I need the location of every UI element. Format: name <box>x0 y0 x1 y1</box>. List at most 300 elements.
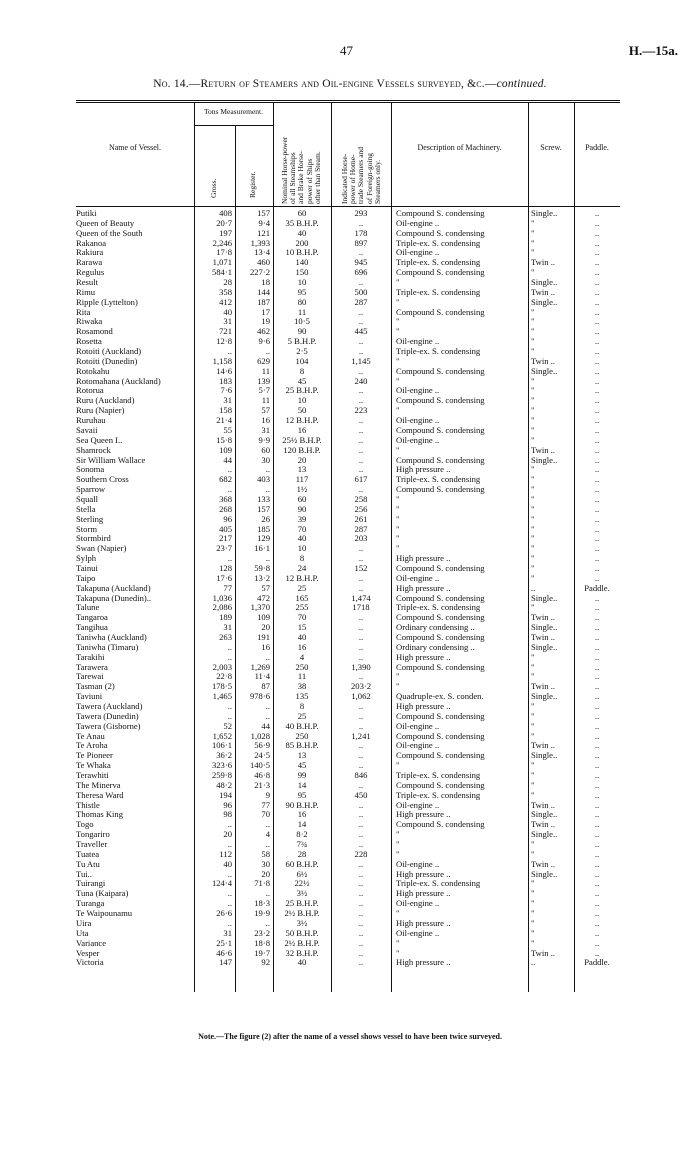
table-row <box>76 732 620 741</box>
register-tons: .. <box>265 711 270 721</box>
screw-type: " <box>531 376 535 386</box>
table-row <box>76 258 620 267</box>
paddle-type: .. <box>594 613 600 623</box>
vessel-name: Vesper <box>76 948 100 958</box>
machinery-description: Oil-engine .. <box>396 800 440 810</box>
nominal-hp: 7¾ <box>296 840 308 850</box>
paddle-type: .. <box>594 475 600 485</box>
paddle-type: Paddle. <box>584 958 610 968</box>
machinery-description: " <box>396 672 400 682</box>
register-tons: 227·2 <box>249 268 270 278</box>
screw-type: Single.. <box>531 455 558 465</box>
indicated-hp: .. <box>358 652 364 662</box>
machinery-description: High pressure .. <box>396 465 451 475</box>
indicated-hp: .. <box>358 702 364 711</box>
nominal-hp: 11 <box>297 672 307 682</box>
nominal-hp: 22½ <box>294 879 310 889</box>
table-row <box>76 613 620 622</box>
indicated-hp: .. <box>358 366 364 376</box>
nominal-hp: 90 <box>297 504 307 514</box>
gross-tons: 77 <box>223 583 232 593</box>
indicated-hp: 846 <box>354 771 368 781</box>
register-tons: 157 <box>257 209 270 218</box>
screw-type: " <box>531 337 535 347</box>
machinery-description: Compound S. condensing <box>396 632 485 642</box>
register-tons: 462 <box>257 327 270 337</box>
screw-type: Twin .. <box>531 800 555 810</box>
machinery-description: Compound S. condensing <box>396 307 485 317</box>
machinery-description: Triple-ex. S. condensing <box>396 238 481 248</box>
indicated-hp: .. <box>358 248 364 258</box>
paddle-type: .. <box>594 692 600 702</box>
indicated-hp: 178 <box>354 228 368 238</box>
screw-type: " <box>531 909 535 919</box>
gross-tons: 323·6 <box>211 761 232 771</box>
table-row <box>76 722 620 731</box>
register-tons: 472 <box>257 593 270 603</box>
nominal-hp: 50 B.H.P. <box>285 928 319 938</box>
gross-tons: 31 <box>223 928 232 938</box>
vessel-name: Uira <box>76 918 92 928</box>
machinery-description: " <box>396 948 400 958</box>
nominal-hp: 60 <box>297 494 307 504</box>
paddle-type: .. <box>594 652 600 662</box>
screw-type: " <box>531 849 535 859</box>
gross-tons: 2,086 <box>212 603 232 613</box>
machinery-description: " <box>396 317 400 327</box>
register-tons: 77 <box>261 800 270 810</box>
table-row <box>76 958 620 967</box>
screw-type: " <box>531 899 535 909</box>
paddle-type: .. <box>594 396 600 406</box>
paddle-type: .. <box>594 297 600 307</box>
paddle-type: .. <box>594 248 600 258</box>
machinery-description: Triple-ex. S. condensing <box>396 475 481 485</box>
gross-tons: 31 <box>223 623 232 633</box>
gross-tons: 412 <box>219 297 232 307</box>
paddle-type: .. <box>594 751 600 761</box>
indicated-hp: .. <box>358 830 364 840</box>
machinery-description: High pressure .. <box>396 702 451 711</box>
indicated-hp: .. <box>358 948 364 958</box>
indicated-hp: .. <box>358 347 364 357</box>
indicated-hp: .. <box>358 485 364 495</box>
indicated-hp: 258 <box>354 494 368 504</box>
table-row <box>76 594 620 603</box>
register-tons: 4 <box>265 830 270 840</box>
vessel-name: Ripple (Lyttelton) <box>76 297 138 307</box>
indicated-hp: .. <box>358 218 364 228</box>
nominal-hp: 4 <box>299 652 305 662</box>
paddle-type: .. <box>594 909 600 919</box>
paddle-type: .. <box>594 504 600 514</box>
vessel-name: Te Waipounamu <box>76 909 133 919</box>
machinery-description: Compound S. condensing <box>396 228 485 238</box>
indicated-hp: .. <box>358 632 364 642</box>
vessel-name: Sylph <box>76 554 97 564</box>
machinery-description: " <box>396 840 400 850</box>
table-row <box>76 663 620 672</box>
nominal-hp: 80 <box>297 297 307 307</box>
title-suffix: continued. <box>496 78 547 90</box>
paddle-type: .. <box>594 869 600 879</box>
vessel-name: Tui.. <box>76 869 92 879</box>
register-tons: 11·4 <box>254 672 270 682</box>
gross-tons: 44 <box>223 455 232 465</box>
indicated-hp: .. <box>358 337 364 347</box>
nominal-hp: 135 <box>295 692 309 702</box>
table-row <box>76 475 620 484</box>
machinery-description: Compound S. condensing <box>396 780 485 790</box>
register-tons: 11 <box>261 396 270 406</box>
table-row <box>76 525 620 534</box>
machinery-description: Oil-engine .. <box>396 386 440 396</box>
register-tons: 187 <box>257 297 270 307</box>
gross-tons: 2,246 <box>212 238 232 248</box>
machinery-description: High pressure .. <box>396 554 451 564</box>
machinery-description: Triple-ex. S. condensing <box>396 347 481 357</box>
gross-tons: 46·6 <box>216 948 232 958</box>
paddle-type: .. <box>594 406 600 416</box>
vessel-name: The Minerva <box>76 780 121 790</box>
indicated-hp: 897 <box>354 238 368 248</box>
nominal-hp: 40 <box>297 534 307 544</box>
indicated-hp: .. <box>358 583 364 593</box>
table-row <box>76 229 620 238</box>
nominal-hp: 40 <box>297 228 307 238</box>
nominal-hp: 45 <box>297 761 307 771</box>
gross-tons: 40 <box>223 859 232 869</box>
gross-tons: 1,036 <box>212 593 232 603</box>
machinery-description: " <box>396 376 400 386</box>
table-row <box>76 692 620 701</box>
gross-tons: 48·2 <box>216 780 232 790</box>
screw-type: Twin .. <box>531 287 555 297</box>
nominal-hp: 25 B.H.P. <box>285 386 319 396</box>
nominal-hp: 12 B.H.P. <box>285 416 319 426</box>
tons-subrule <box>194 125 273 126</box>
table-row <box>76 298 620 307</box>
machinery-description: Ordinary condensing .. <box>396 623 475 633</box>
paddle-type: .. <box>594 771 600 781</box>
screw-type: " <box>531 840 535 850</box>
vessel-name: Squall <box>76 494 98 504</box>
machinery-description: Compound S. condensing <box>396 563 485 573</box>
gross-tons: 128 <box>219 563 232 573</box>
screw-type: " <box>531 563 535 573</box>
vessel-name: Tasman (2) <box>76 682 115 692</box>
nominal-hp: 32 B.H.P. <box>285 948 319 958</box>
paddle-type: .. <box>594 731 600 741</box>
machinery-description: Compound S. condensing <box>396 613 485 623</box>
paddle-type: .. <box>594 948 600 958</box>
title-prefix: No. 14.— <box>153 78 201 90</box>
page-header <box>0 43 700 61</box>
register-tons: 191 <box>257 632 270 642</box>
screw-type: " <box>531 425 535 435</box>
table-row <box>76 386 620 395</box>
machinery-description: " <box>396 682 400 692</box>
vessel-name: Terawhiti <box>76 771 109 781</box>
table-row <box>76 308 620 317</box>
table-row <box>76 791 620 800</box>
vessel-name: Taniwha (Auckland) <box>76 632 147 642</box>
nominal-hp: 25 B.H.P. <box>285 899 319 909</box>
screw-type: " <box>531 386 535 396</box>
machinery-description: Compound S. condensing <box>396 366 485 376</box>
nominal-hp: 104 <box>295 356 309 366</box>
paddle-type: .. <box>594 485 600 495</box>
indicated-hp: .. <box>358 958 364 968</box>
vessel-name: Rakiura <box>76 248 104 258</box>
machinery-description: " <box>396 406 400 416</box>
register-tons: .. <box>265 485 270 495</box>
machinery-description: High pressure .. <box>396 889 451 899</box>
gross-tons: 31 <box>223 317 232 327</box>
nominal-hp: 8·2 <box>296 830 308 840</box>
gross-tons: 20 <box>223 830 232 840</box>
screw-type: " <box>531 544 535 554</box>
gross-tons: 23·7 <box>216 544 232 554</box>
indicated-hp: .. <box>358 613 364 623</box>
nominal-hp: 8 <box>299 554 305 564</box>
paddle-type: .. <box>594 544 600 554</box>
table-row <box>76 406 620 415</box>
register-tons: 1,269 <box>250 662 270 672</box>
gross-tons: 112 <box>219 849 232 859</box>
indicated-hp: .. <box>358 435 364 445</box>
screw-type: " <box>531 238 535 248</box>
header-description: Description of Machinery. <box>417 143 502 152</box>
nominal-hp: 255 <box>295 603 309 613</box>
nominal-hp: 10 <box>297 396 307 406</box>
indicated-hp: .. <box>358 672 364 682</box>
indicated-hp: .. <box>358 761 364 771</box>
indicated-hp: .. <box>358 711 364 721</box>
nominal-hp: 12 B.H.P. <box>285 573 319 583</box>
nominal-hp: 90 B.H.P. <box>285 800 319 810</box>
indicated-hp: .. <box>358 780 364 790</box>
indicated-hp: 1718 <box>352 603 370 613</box>
screw-type: " <box>531 317 535 327</box>
table-row <box>76 860 620 869</box>
nominal-hp: 10 <box>297 278 307 288</box>
paddle-type: .. <box>594 810 600 820</box>
indicated-hp: .. <box>358 465 364 475</box>
register-tons: .. <box>265 465 270 475</box>
nominal-hp: 60 <box>297 209 307 218</box>
indicated-hp: .. <box>358 820 364 830</box>
vessel-name: Te Pioneer <box>76 751 113 761</box>
indicated-hp: .. <box>358 554 364 564</box>
screw-type: " <box>531 928 535 938</box>
gross-tons: .. <box>227 889 232 899</box>
nominal-hp: 120 B.H.P. <box>283 445 321 455</box>
table-row <box>76 879 620 888</box>
machinery-description: Triple-ex. S. condensing <box>396 879 481 889</box>
gross-tons: .. <box>227 485 232 495</box>
indicated-hp: .. <box>358 386 364 396</box>
indicated-hp: .. <box>358 899 364 909</box>
vessel-name: Rarawa <box>76 258 103 268</box>
screw-type: " <box>531 761 535 771</box>
register-tons: 133 <box>257 494 270 504</box>
indicated-hp: 203·2 <box>350 682 372 692</box>
vessel-name: Rotomahana (Auckland) <box>76 376 161 386</box>
vessel-name: Savaii <box>76 425 98 435</box>
vessel-name: Togo <box>76 820 94 830</box>
vessel-name: Taniwha (Timaru) <box>76 642 139 652</box>
screw-type: Single.. <box>531 642 558 652</box>
screw-type: " <box>531 307 535 317</box>
paddle-type: .. <box>594 603 600 613</box>
nominal-hp: 250 <box>295 731 309 741</box>
register-tons: 30 <box>261 455 270 465</box>
vessel-name: Traveller <box>76 840 108 850</box>
vessel-name: Tawera (Dunedin) <box>76 711 139 721</box>
gross-tons: 158 <box>219 406 232 416</box>
gross-tons: 1,071 <box>212 258 232 268</box>
screw-type: " <box>531 702 535 711</box>
screw-type: .. <box>531 583 536 593</box>
table-row <box>76 564 620 573</box>
register-tons: 11 <box>261 366 270 376</box>
register-tons: .. <box>265 840 270 850</box>
register-tons: 139 <box>257 376 270 386</box>
screw-type: Twin .. <box>531 682 555 692</box>
paddle-type: .. <box>594 327 600 337</box>
paddle-type: .. <box>594 386 600 396</box>
nominal-hp: 50 <box>297 406 307 416</box>
machinery-description: Oil-engine .. <box>396 573 440 583</box>
register-tons: 9·9 <box>258 435 270 445</box>
screw-type: " <box>531 475 535 485</box>
machinery-description: " <box>396 297 400 307</box>
machinery-description: Triple-ex. S. condensing <box>396 790 481 800</box>
nominal-hp: 11 <box>297 307 307 317</box>
nominal-hp: 85 B.H.P. <box>285 741 319 751</box>
table-row <box>76 337 620 346</box>
table-row <box>76 446 620 455</box>
vessel-name: Queen of Beauty <box>76 218 135 228</box>
machinery-description: Oil-engine .. <box>396 435 440 445</box>
paddle-type: .. <box>594 711 600 721</box>
table-row <box>76 357 620 366</box>
table-row <box>76 702 620 711</box>
gross-tons: 147 <box>219 958 232 968</box>
register-tons: 57 <box>261 406 270 416</box>
indicated-hp: .. <box>358 928 364 938</box>
table-row <box>76 672 620 681</box>
indicated-hp: .. <box>358 396 364 406</box>
indicated-hp: .. <box>358 278 364 288</box>
register-tons: 1,370 <box>250 603 270 613</box>
vessel-name: Tangihua <box>76 623 108 633</box>
nominal-hp: 15 <box>297 623 307 633</box>
screw-type: " <box>531 248 535 258</box>
header-indicated: Indicated Horse- power of Home- trade Steamers and of Foreign-going Steamers only. <box>340 146 382 204</box>
gross-tons: 25·1 <box>216 938 232 948</box>
machinery-description: " <box>396 278 400 288</box>
gross-tons: .. <box>227 899 232 909</box>
register-tons: .. <box>265 918 270 928</box>
table-row <box>76 278 620 287</box>
gross-tons: .. <box>227 652 232 662</box>
machinery-description: Compound S. condensing <box>396 268 485 278</box>
nominal-hp: 2½ B.H.P. <box>284 909 320 919</box>
vessel-name: Talune <box>76 603 100 613</box>
table-row <box>76 505 620 514</box>
indicated-hp: 945 <box>354 258 368 268</box>
vessel-name: Swan (Napier) <box>76 544 127 554</box>
paddle-type: .. <box>594 416 600 426</box>
gross-tons: 358 <box>219 287 232 297</box>
screw-type: Single.. <box>531 869 558 879</box>
gross-tons: 721 <box>219 327 232 337</box>
paddle-type: .. <box>594 258 600 268</box>
indicated-hp: .. <box>358 623 364 633</box>
table-row <box>76 396 620 405</box>
nominal-hp: 3½ <box>296 889 308 899</box>
screw-type: Single.. <box>531 692 558 702</box>
nominal-hp: 5 B.H.P. <box>287 337 317 347</box>
screw-type: Single.. <box>531 366 558 376</box>
indicated-hp: .. <box>358 573 364 583</box>
machinery-description: " <box>396 494 400 504</box>
paddle-type: .. <box>594 632 600 642</box>
table-row <box>76 830 620 839</box>
register-tons: 58 <box>261 849 270 859</box>
register-tons: 13·4 <box>254 248 270 258</box>
table-row <box>76 248 620 257</box>
screw-type: " <box>531 918 535 928</box>
nominal-hp: 25 <box>297 711 307 721</box>
machinery-description: " <box>396 514 400 524</box>
gross-tons: 217 <box>219 534 232 544</box>
table-row <box>76 219 620 228</box>
vessel-name: Thistle <box>76 800 100 810</box>
nominal-hp: 95 <box>297 790 307 800</box>
vessel-name: Rotoiti (Auckland) <box>76 347 142 357</box>
register-tons: 57 <box>261 583 270 593</box>
nominal-hp: 165 <box>295 593 309 603</box>
header-nominal: Nominal Horse-power of all Steamships and Brake Horse- power of Ships other than Steam. <box>280 136 322 204</box>
register-tons: 44 <box>261 721 270 731</box>
screw-type: " <box>531 573 535 583</box>
machinery-description: High pressure .. <box>396 869 451 879</box>
table-row <box>76 899 620 908</box>
nominal-hp: 95 <box>297 287 307 297</box>
machinery-description: Oil-engine .. <box>396 859 440 869</box>
gross-tons: 1,652 <box>212 731 232 741</box>
machinery-description: Oil-engine .. <box>396 928 440 938</box>
vessel-name: Rotoiti (Dunedin) <box>76 356 138 366</box>
screw-type: Twin .. <box>531 613 555 623</box>
vessel-name: Rita <box>76 307 91 317</box>
table-row <box>76 801 620 810</box>
nominal-hp: 25½ B.H.P. <box>282 435 322 445</box>
vessel-name: Te Whaka <box>76 761 111 771</box>
indicated-hp: .. <box>358 918 364 928</box>
nominal-hp: 8 <box>299 366 305 376</box>
gross-tons: 368 <box>219 494 232 504</box>
table-row <box>76 485 620 494</box>
indicated-hp: .. <box>358 840 364 850</box>
screw-type: " <box>531 327 535 337</box>
paddle-type: .. <box>594 889 600 899</box>
nominal-hp: 3½ <box>296 918 308 928</box>
nominal-hp: 200 <box>295 238 309 248</box>
